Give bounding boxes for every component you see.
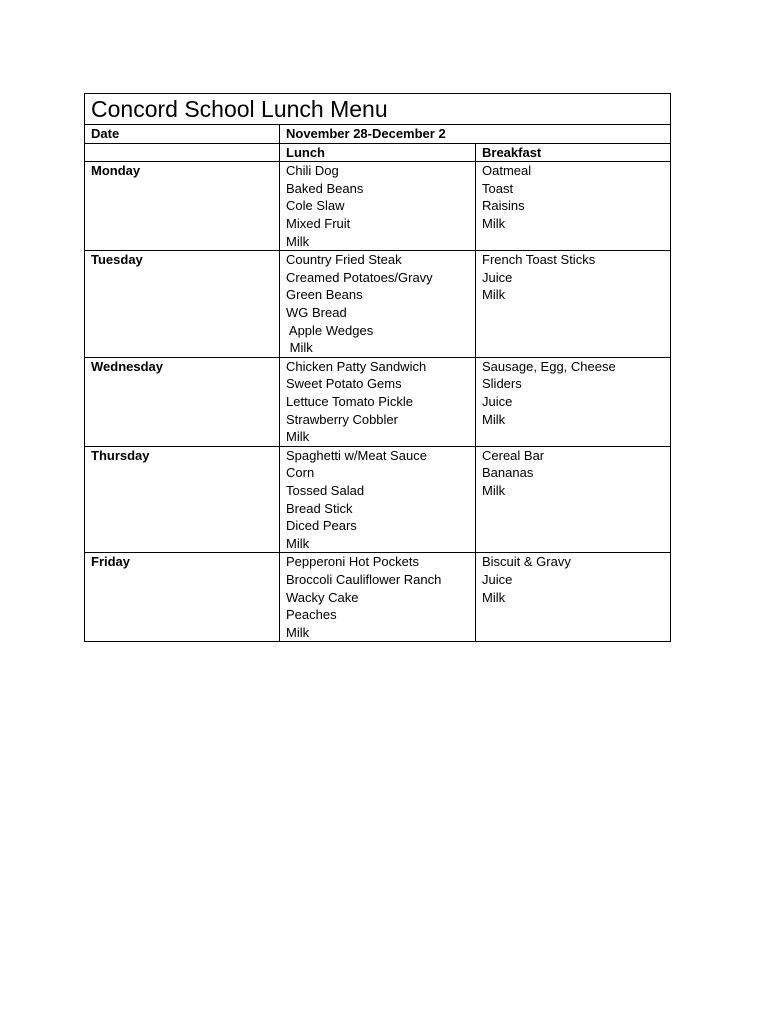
lunch-item: Chili Dog <box>286 163 339 179</box>
day-row-monday <box>85 162 671 251</box>
lunch-cell <box>280 251 476 358</box>
lunch-item: Mixed Fruit <box>286 215 351 231</box>
day-label: Friday <box>85 553 280 642</box>
lunch-item: Peaches <box>286 607 337 623</box>
breakfast-item: Juice <box>482 571 513 587</box>
lunch-item: Wacky Cake <box>286 589 359 605</box>
lunch-item: Milk <box>286 535 310 551</box>
lunch-item: Milk <box>286 429 310 445</box>
breakfast-cell <box>476 162 671 251</box>
breakfast-item: Milk <box>482 482 506 498</box>
lunch-item: Broccoli Cauliflower Ranch <box>286 571 442 587</box>
lunch-menu-table <box>84 93 671 642</box>
breakfast-cell <box>476 357 671 446</box>
lunch-item: Lettuce Tomato Pickle <box>286 393 413 409</box>
lunch-cell <box>280 162 476 251</box>
lunch-cell <box>280 446 476 553</box>
breakfast-item: Milk <box>482 287 506 303</box>
lunch-item: Apple Wedges <box>286 322 374 338</box>
lunch-item: Sweet Potato Gems <box>286 376 402 392</box>
breakfast-item: Sliders <box>482 376 522 392</box>
breakfast-cell <box>476 553 671 642</box>
lunch-item: Milk <box>286 340 313 356</box>
lunch-header: Lunch <box>280 143 476 162</box>
lunch-item: WG Bread <box>286 304 347 320</box>
lunch-item: Milk <box>286 233 310 249</box>
breakfast-item: Toast <box>482 180 514 196</box>
lunch-item: Spaghetti w/Meat Sauce <box>286 447 427 463</box>
empty-header-cell <box>85 143 280 162</box>
breakfast-item: Juice <box>482 269 513 285</box>
lunch-item: Tossed Salad <box>286 482 365 498</box>
day-row-tuesday <box>85 251 671 358</box>
breakfast-cell <box>476 251 671 358</box>
breakfast-item: Bananas <box>482 465 534 481</box>
day-row-wednesday <box>85 357 671 446</box>
breakfast-item: Milk <box>482 215 506 231</box>
day-row-thursday <box>85 446 671 553</box>
lunch-item: Diced Pears <box>286 518 357 534</box>
lunch-item: Creamed Potatoes/Gravy <box>286 269 433 285</box>
title-row <box>85 94 671 125</box>
breakfast-header: Breakfast <box>476 143 671 162</box>
lunch-item: Cole Slaw <box>286 198 345 214</box>
lunch-item: Strawberry Cobbler <box>286 411 398 427</box>
lunch-item: Baked Beans <box>286 180 364 196</box>
menu-title: Concord School Lunch Menu <box>85 94 671 125</box>
breakfast-item: Cereal Bar <box>482 447 545 463</box>
breakfast-item: Oatmeal <box>482 163 532 179</box>
breakfast-item: Juice <box>482 393 513 409</box>
date-row <box>85 125 671 144</box>
date-range: November 28-December 2 <box>280 125 671 144</box>
lunch-item: Pepperoni Hot Pockets <box>286 554 419 570</box>
day-label: Wednesday <box>85 357 280 446</box>
breakfast-item: Raisins <box>482 198 525 214</box>
lunch-item: Bread Stick <box>286 500 353 516</box>
breakfast-item: French Toast Sticks <box>482 252 596 268</box>
day-label: Thursday <box>85 446 280 553</box>
breakfast-item: Biscuit & Gravy <box>482 554 571 570</box>
meal-header-row <box>85 143 671 162</box>
day-label: Tuesday <box>85 251 280 358</box>
lunch-item: Corn <box>286 465 315 481</box>
lunch-cell <box>280 357 476 446</box>
breakfast-item: Sausage, Egg, Cheese <box>482 358 616 374</box>
date-label: Date <box>85 125 280 144</box>
day-label: Monday <box>85 162 280 251</box>
lunch-item: Chicken Patty Sandwich <box>286 358 427 374</box>
breakfast-item: Milk <box>482 411 506 427</box>
lunch-cell <box>280 553 476 642</box>
breakfast-cell <box>476 446 671 553</box>
lunch-item: Country Fried Steak <box>286 252 402 268</box>
breakfast-item: Milk <box>482 589 506 605</box>
lunch-item: Milk <box>286 624 310 640</box>
day-row-friday <box>85 553 671 642</box>
lunch-item: Green Beans <box>286 287 363 303</box>
